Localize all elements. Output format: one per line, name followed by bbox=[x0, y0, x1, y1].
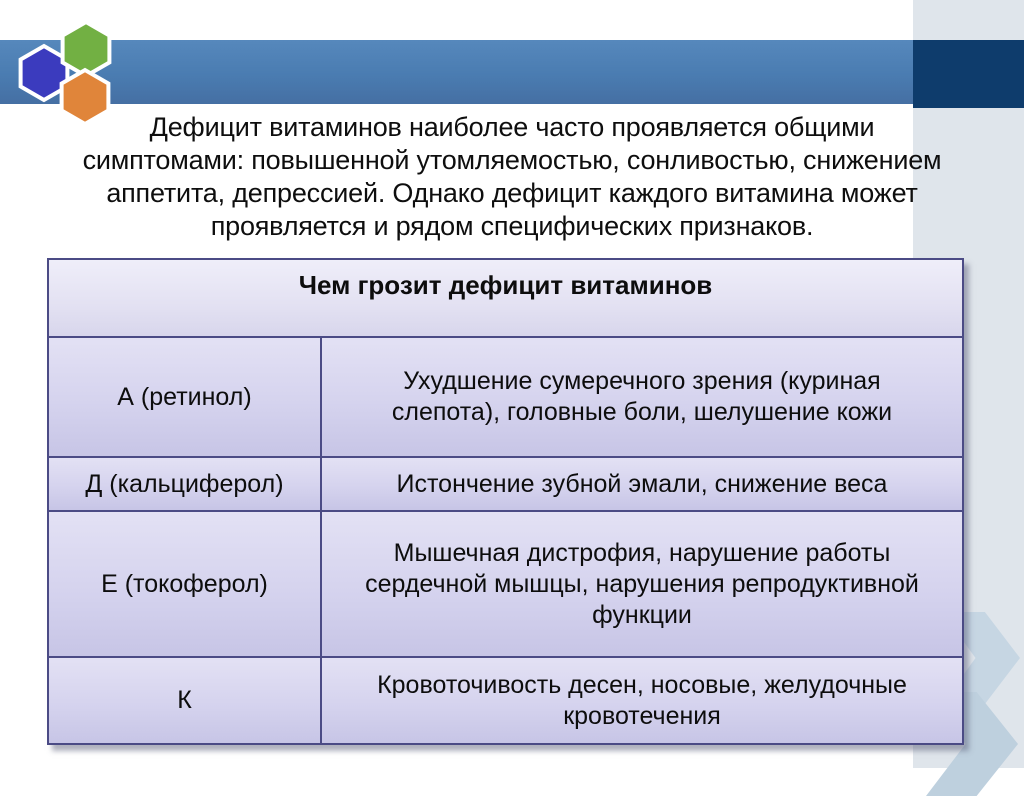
vitamin-symptoms-cell: Кровоточивость десен, носовые, желудочные кровотечения bbox=[321, 657, 963, 744]
vitamin-deficiency-table bbox=[47, 258, 964, 745]
vitamin-name-cell: А (ретинол) bbox=[48, 337, 321, 457]
table-header-row bbox=[48, 259, 963, 337]
vitamin-symptoms-cell: Мышечная дистрофия, нарушение работы сердечной мышцы, нарушения репродуктивной функции bbox=[321, 511, 963, 657]
table-row bbox=[48, 337, 963, 457]
intro-paragraph: Дефицит витаминов наиболее часто проявляется общими симптомами: повышенной утомляемостью, сонливостью, снижением аппетита, депрессией. Однако дефицит каждого витамина может проявляется и рядом специфических признаков. bbox=[82, 112, 942, 241]
hexagon-green-icon bbox=[63, 22, 110, 76]
table-row bbox=[48, 457, 963, 511]
vitamin-name-cell: К bbox=[48, 657, 321, 744]
vitamin-name-cell: Д (кальциферол) bbox=[48, 457, 321, 511]
table-row bbox=[48, 657, 963, 744]
vitamin-symptoms-cell: Ухудшение сумеречного зрения (куриная слепота), головные боли, шелушение кожи bbox=[321, 337, 963, 457]
table-row bbox=[48, 511, 963, 657]
table-title: Чем грозит дефицит витаминов bbox=[48, 259, 963, 337]
top-accent-bar-navy bbox=[913, 40, 1024, 108]
vitamin-name-cell: Е (токоферол) bbox=[48, 511, 321, 657]
vitamin-symptoms-cell: Истончение зубной эмали, снижение веса bbox=[321, 457, 963, 511]
